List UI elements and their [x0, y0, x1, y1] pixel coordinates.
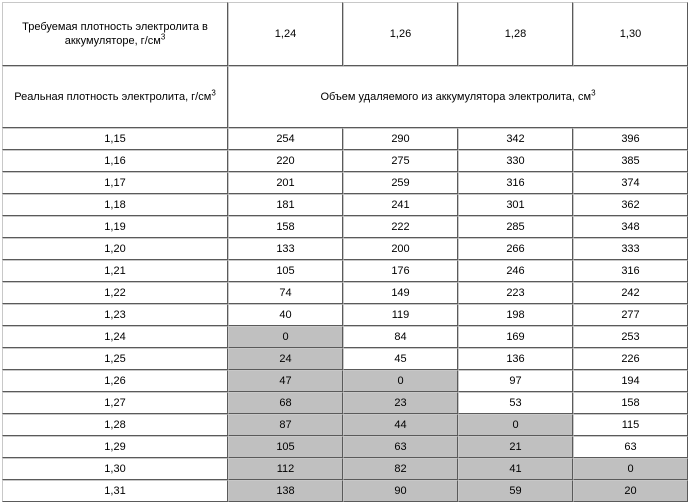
volume-cell: 0	[228, 326, 343, 348]
volume-cell: 87	[228, 414, 343, 436]
density-cell: 1,18	[2, 194, 228, 216]
volume-cell: 222	[343, 216, 458, 238]
table-row	[2, 194, 688, 216]
volume-cell: 362	[573, 194, 688, 216]
volume-cell: 242	[573, 282, 688, 304]
table-row	[2, 304, 688, 326]
required-value-4: 1,30	[573, 2, 688, 66]
volume-cell: 223	[458, 282, 573, 304]
density-cell: 1,19	[2, 216, 228, 238]
table-row	[2, 260, 688, 282]
volume-cell: 149	[343, 282, 458, 304]
actual-density-sup: 3	[211, 88, 216, 98]
volume-cell: 105	[228, 260, 343, 282]
volume-cell: 330	[458, 150, 573, 172]
volume-cell: 20	[573, 480, 688, 502]
density-cell: 1,22	[2, 282, 228, 304]
volume-cell: 316	[458, 172, 573, 194]
volume-cell: 97	[458, 370, 573, 392]
volume-cell: 316	[573, 260, 688, 282]
volume-cell: 396	[573, 128, 688, 150]
volume-cell: 201	[228, 172, 343, 194]
density-cell: 1,23	[2, 304, 228, 326]
density-cell: 1,17	[2, 172, 228, 194]
required-density-label: Требуемая плотность электролита в аккумуляторе, г/см	[22, 21, 208, 47]
table-row	[2, 172, 688, 194]
density-cell: 1,27	[2, 392, 228, 414]
volume-cell: 220	[228, 150, 343, 172]
table-row	[2, 436, 688, 458]
volume-cell: 226	[573, 348, 688, 370]
volume-cell: 194	[573, 370, 688, 392]
volume-cell: 176	[343, 260, 458, 282]
volume-cell: 59	[458, 480, 573, 502]
volume-cell: 169	[458, 326, 573, 348]
volume-cell: 385	[573, 150, 688, 172]
volume-cell: 40	[228, 304, 343, 326]
required-value-2: 1,26	[343, 2, 458, 66]
header-row-required	[2, 2, 688, 66]
density-cell: 1,30	[2, 458, 228, 480]
volume-cell: 44	[343, 414, 458, 436]
table-row	[2, 150, 688, 172]
density-cell: 1,25	[2, 348, 228, 370]
volume-sup: 3	[591, 88, 596, 98]
density-cell: 1,16	[2, 150, 228, 172]
volume-cell: 115	[573, 414, 688, 436]
volume-cell: 275	[343, 150, 458, 172]
volume-cell: 84	[343, 326, 458, 348]
required-value-1: 1,24	[228, 2, 343, 66]
volume-header	[228, 66, 688, 128]
volume-cell: 0	[343, 370, 458, 392]
density-cell: 1,24	[2, 326, 228, 348]
table-row	[2, 458, 688, 480]
header-row-actual	[2, 66, 688, 128]
volume-cell: 198	[458, 304, 573, 326]
table-row	[2, 282, 688, 304]
volume-cell: 374	[573, 172, 688, 194]
volume-cell: 254	[228, 128, 343, 150]
volume-cell: 23	[343, 392, 458, 414]
volume-cell: 68	[228, 392, 343, 414]
volume-cell: 112	[228, 458, 343, 480]
electrolyte-table	[2, 2, 688, 502]
volume-cell: 136	[458, 348, 573, 370]
table-row	[2, 238, 688, 260]
volume-cell: 41	[458, 458, 573, 480]
volume-cell: 348	[573, 216, 688, 238]
volume-cell: 200	[343, 238, 458, 260]
volume-cell: 246	[458, 260, 573, 282]
table-row	[2, 414, 688, 436]
volume-cell: 259	[343, 172, 458, 194]
volume-cell: 82	[343, 458, 458, 480]
density-cell: 1,26	[2, 370, 228, 392]
table-row	[2, 348, 688, 370]
volume-cell: 90	[343, 480, 458, 502]
volume-cell: 241	[343, 194, 458, 216]
volume-cell: 158	[228, 216, 343, 238]
volume-cell: 119	[343, 304, 458, 326]
volume-cell: 0	[458, 414, 573, 436]
required-density-sup: 3	[160, 32, 166, 42]
volume-cell: 285	[458, 216, 573, 238]
density-cell: 1,15	[2, 128, 228, 150]
volume-cell: 253	[573, 326, 688, 348]
required-value-3: 1,28	[458, 2, 573, 66]
volume-label: Объем удаляемого из аккумулятора электролита, см	[320, 91, 592, 103]
volume-cell: 47	[228, 370, 343, 392]
volume-cell: 21	[458, 436, 573, 458]
volume-cell: 63	[343, 436, 458, 458]
density-cell: 1,31	[2, 480, 228, 502]
volume-cell: 333	[573, 238, 688, 260]
volume-cell: 181	[228, 194, 343, 216]
volume-cell: 53	[458, 392, 573, 414]
volume-cell: 24	[228, 348, 343, 370]
actual-density-label: Реальная плотность электролита, г/см	[14, 91, 212, 103]
table-row	[2, 370, 688, 392]
volume-cell: 63	[573, 436, 688, 458]
volume-cell: 277	[573, 304, 688, 326]
volume-cell: 133	[228, 238, 343, 260]
volume-cell: 138	[228, 480, 343, 502]
volume-cell: 74	[228, 282, 343, 304]
density-cell: 1,21	[2, 260, 228, 282]
density-cell: 1,29	[2, 436, 228, 458]
volume-cell: 290	[343, 128, 458, 150]
table-row	[2, 392, 688, 414]
required-density-header	[2, 2, 228, 66]
volume-cell: 45	[343, 348, 458, 370]
table-row	[2, 216, 688, 238]
density-cell: 1,28	[2, 414, 228, 436]
density-cell: 1,20	[2, 238, 228, 260]
volume-cell: 266	[458, 238, 573, 260]
volume-cell: 158	[573, 392, 688, 414]
volume-cell: 0	[573, 458, 688, 480]
table-row	[2, 326, 688, 348]
actual-density-header	[2, 66, 228, 128]
volume-cell: 342	[458, 128, 573, 150]
volume-cell: 301	[458, 194, 573, 216]
volume-cell: 105	[228, 436, 343, 458]
table-row	[2, 128, 688, 150]
